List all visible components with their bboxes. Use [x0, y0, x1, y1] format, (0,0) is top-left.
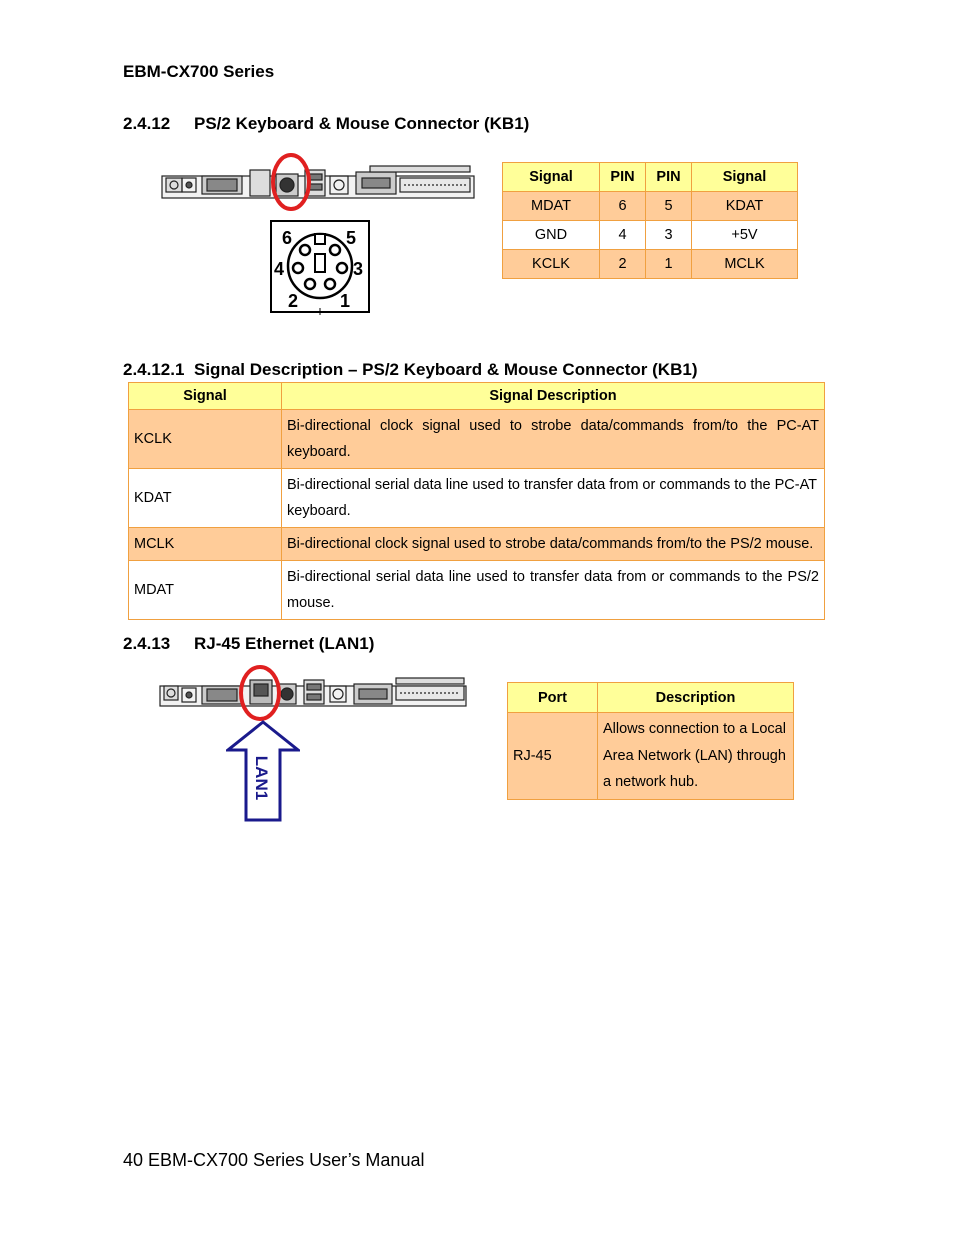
section-number: 2.4.12: [123, 114, 171, 133]
lan1-label: LAN1: [252, 755, 271, 801]
table-cell: 2: [600, 250, 646, 279]
section-title: PS/2 Keyboard & Mouse Connector (KB1): [194, 114, 530, 133]
section-heading-kb: [123, 114, 529, 134]
table-row: [503, 192, 798, 221]
table-cell: MDAT: [503, 192, 600, 221]
table-row: [508, 713, 794, 800]
column-header: Signal: [692, 163, 798, 192]
section-title: RJ-45 Ethernet (LAN1): [194, 634, 375, 653]
section-heading-lan: [123, 634, 374, 654]
table-cell: 3: [646, 221, 692, 250]
pin-label: 4: [274, 259, 285, 279]
table-cell: KCLK: [503, 250, 600, 279]
port-table: [507, 682, 794, 800]
table-cell: MCLK: [129, 528, 282, 561]
table-row: [503, 250, 798, 279]
table-cell: Bi-directional serial data line used to transfer data from or commands to the PS/2 mouse.: [282, 561, 825, 620]
board-io-panel-image: [160, 150, 480, 210]
table-row: [503, 221, 798, 250]
ps2-pinout-diagram: [270, 220, 370, 315]
section-title: Signal Description – PS/2 Keyboard & Mouse Connector (KB1): [194, 360, 698, 379]
table-header-row: [503, 163, 798, 192]
column-header: Signal: [503, 163, 600, 192]
table-header-row: [508, 683, 794, 713]
signal-description-table: [128, 382, 825, 620]
table-row: [129, 469, 825, 528]
table-cell: 1: [646, 250, 692, 279]
pin-label: 6: [282, 228, 293, 248]
column-header: Description: [598, 683, 794, 713]
pin-label: 3: [353, 259, 364, 279]
section-heading-desc: [123, 360, 697, 380]
column-header: Port: [508, 683, 598, 713]
column-header: PIN: [646, 163, 692, 192]
series-title: EBM-CX700 Series: [123, 62, 275, 81]
section-number: 2.4.13: [123, 634, 171, 653]
pin-label: 1: [340, 291, 351, 311]
ps2-highlight-ring: [270, 152, 312, 212]
table-cell: KCLK: [129, 410, 282, 469]
table-cell: 4: [600, 221, 646, 250]
board-io-panel-image: [158, 672, 470, 712]
table-cell: Bi-directional serial data line used to transfer data from or commands to the PC-AT keyboard.: [282, 469, 825, 528]
table-header-row: [129, 383, 825, 410]
table-cell: MCLK: [692, 250, 798, 279]
table-cell: Bi-directional clock signal used to strobe data/commands from/to the PC-AT keyboard.: [282, 410, 825, 469]
page-footer: 40 EBM-CX700 Series User’s Manual: [123, 1150, 425, 1170]
column-header: PIN: [600, 163, 646, 192]
table-row: [129, 410, 825, 469]
table-row: [129, 561, 825, 620]
section-number: 2.4.12.1: [123, 360, 185, 379]
rj45-highlight-ring: [238, 664, 282, 722]
lan1-arrow: [226, 720, 300, 824]
table-cell: +5V: [692, 221, 798, 250]
table-cell: RJ-45: [508, 713, 598, 800]
pin-label: 2: [288, 291, 299, 311]
table-cell: KDAT: [129, 469, 282, 528]
table-cell: 6: [600, 192, 646, 221]
table-cell: Allows connection to a Local Area Network (LAN) through a network hub.: [598, 713, 794, 800]
table-cell: MDAT: [129, 561, 282, 620]
column-header: Signal: [129, 383, 282, 410]
table-cell: Bi-directional clock signal used to strobe data/commands from/to the PS/2 mouse.: [282, 528, 825, 561]
table-row: [129, 528, 825, 561]
table-cell: 5: [646, 192, 692, 221]
table-cell: GND: [503, 221, 600, 250]
column-header: Signal Description: [282, 383, 825, 410]
pin-label: 5: [346, 228, 357, 248]
pin-table: [502, 162, 798, 279]
table-cell: KDAT: [692, 192, 798, 221]
